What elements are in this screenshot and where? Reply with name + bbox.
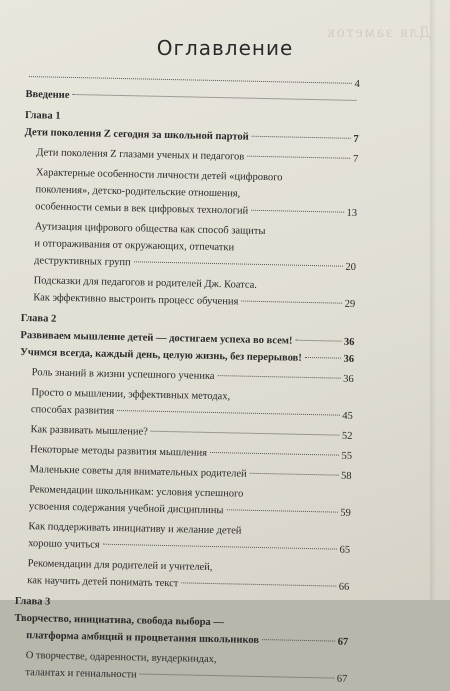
- toc-entry-text: О творчестве, одаренности, вундеркиндах,: [25, 650, 217, 666]
- toc-entry-text: Просто о мышлении, эффективных методах,: [31, 387, 231, 403]
- chapter-3-entries: [13, 650, 348, 691]
- toc-page-number: 4: [354, 78, 360, 90]
- toc-entry-text: Как эффективно выстроить процесс обучения: [33, 292, 239, 308]
- bleed-through-text: Для заметок: [324, 24, 430, 41]
- toc-page-number: 67: [337, 636, 349, 648]
- toc-entry[interactable]: [21, 275, 356, 316]
- toc-entry-text: Роль знаний в жизни успешного ученика: [31, 367, 215, 383]
- toc-entry-text: Маленькие советы для внимательных родителей: [29, 464, 247, 480]
- toc-entry-text: хорошо учиться: [28, 538, 100, 551]
- chapter-1-label: Глава 1: [24, 109, 61, 122]
- leader-dots: [218, 375, 341, 379]
- toc-entry[interactable]: [15, 558, 350, 599]
- leader-dots: [134, 261, 343, 266]
- chapter-3-label: Глава 3: [14, 595, 51, 608]
- toc-page-number: 36: [343, 373, 354, 385]
- toc-entry-text: усвоения содержания учебной дисциплины: [28, 501, 224, 517]
- toc-entry-text: поколения», детско-родительские отношения,: [35, 184, 241, 200]
- toc-entry[interactable]: [23, 167, 358, 225]
- toc-page-number: 7: [353, 133, 359, 145]
- toc-entry[interactable]: [17, 484, 352, 525]
- toc-entry-text: как научить детей понимать текст: [27, 575, 179, 590]
- chapter-2-subtitle[interactable]: Учимся всегда, каждый день, целую жизнь, без перерывов! 36: [20, 346, 355, 365]
- leader-dots: [227, 509, 338, 512]
- toc-entry-text: деструктивных групп: [33, 255, 131, 269]
- toc-entry-text: Рекомендации школьникам: условия успешного: [29, 484, 244, 500]
- leader-dots: [210, 452, 338, 456]
- toc-entry-text: Как развивать мышление?: [30, 424, 148, 438]
- toc-entry-text: Как поддерживать инициативу и желание детей: [28, 521, 242, 537]
- leader-dots: [140, 674, 334, 679]
- toc-entry[interactable]: [16, 521, 351, 562]
- page-edge-shadow: [430, 0, 436, 600]
- toc-entry[interactable]: [22, 221, 357, 279]
- toc-entry-text: талантах и гениальности: [25, 667, 137, 681]
- toc-entry-text: и отгораживания от окружающих, отпечатки: [34, 238, 235, 254]
- leader-dots: [181, 582, 335, 586]
- toc-entry-text: Дети поколения Z глазами ученых и педагогов: [36, 147, 245, 163]
- leader-dots: [250, 473, 338, 476]
- toc-page-number: 59: [340, 507, 351, 519]
- toc-page-number: 29: [344, 298, 356, 310]
- toc-page-number: 65: [339, 544, 351, 556]
- leader-dots: [241, 301, 341, 304]
- chapter-1-entries: [21, 147, 358, 316]
- toc-entry-text: способах развития: [30, 404, 115, 417]
- toc-entry-text: Некоторые методы развития мышления: [29, 444, 208, 459]
- toc-entry-text: Характерные особенности личности детей «цифрового: [35, 167, 283, 184]
- toc-page-number: 67: [336, 673, 348, 685]
- toc-entry-label: Введение: [25, 88, 70, 101]
- leader-dots: [151, 431, 339, 436]
- leader-dots: [247, 156, 350, 159]
- toc-page-number: 7: [352, 153, 359, 165]
- chapter-2-label: Глава 2: [20, 312, 57, 325]
- page-title: Оглавление: [156, 36, 294, 60]
- leader-dots: [117, 410, 339, 416]
- chapter-3-title-line-1[interactable]: Творчество, инициатива, свобода выбора —: [14, 612, 224, 629]
- chapter-2-title[interactable]: Развиваем мышление детей — достигаем успеха во всем! 36: [20, 329, 355, 348]
- toc-page-number: 58: [340, 470, 352, 482]
- toc-page-number: 36: [343, 353, 355, 365]
- toc-entry[interactable]: [13, 650, 348, 691]
- table-of-contents: [13, 72, 360, 691]
- toc-entry-text: Рекомендации для родителей и учителей,: [27, 558, 213, 574]
- chapter-1-title[interactable]: Дети поколения Z сегодня за школьной партой 7: [24, 126, 359, 145]
- leader-dots: [103, 544, 337, 550]
- toc-page-number: 55: [341, 450, 353, 462]
- toc-page-number: 36: [343, 336, 355, 348]
- chapter-2-entries: [15, 367, 354, 599]
- toc-page-number: 20: [345, 261, 357, 273]
- toc-page-number: 66: [338, 581, 350, 593]
- chapter-3-title-line-2[interactable]: платформа амбиций и процветания школьников 67: [26, 630, 349, 648]
- toc-page-number: 52: [341, 430, 353, 442]
- toc-entry-text: Аутизация цифрового общества как способ защиты: [34, 221, 266, 238]
- toc-entry-text: особенности семьи в век цифровых технологий: [35, 201, 249, 217]
- leader-dots: [251, 210, 343, 213]
- toc-entry-text: Подсказки для педагогов и родителей Дж. Коатса.: [33, 275, 258, 291]
- toc-page-number: 13: [346, 207, 358, 219]
- toc-page-number: 45: [342, 410, 353, 422]
- toc-entry[interactable]: [19, 387, 354, 428]
